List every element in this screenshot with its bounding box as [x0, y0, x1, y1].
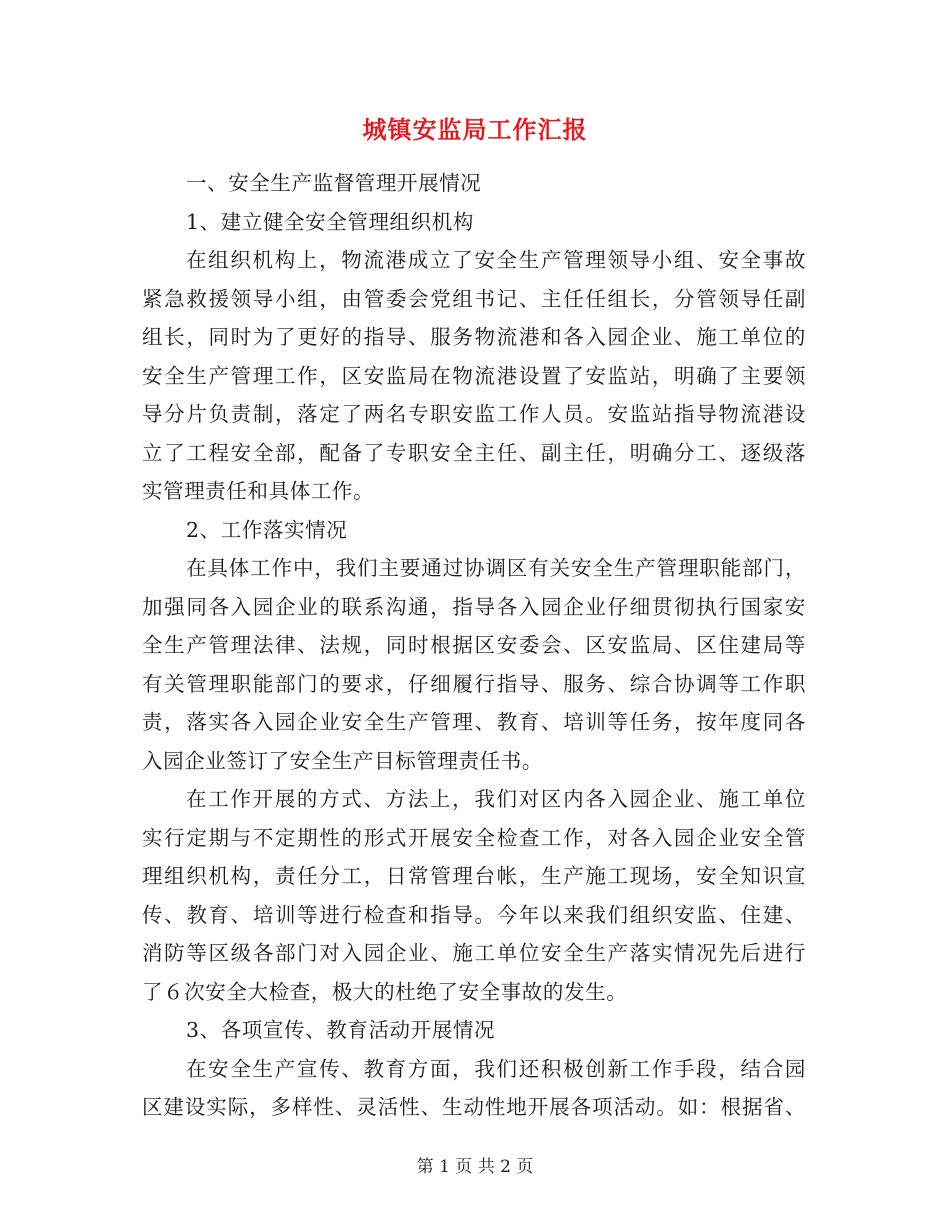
paragraph-line: 加强同各入园企业的联系沟通，指导各入园企业仔细贯彻执行国家安	[142, 594, 806, 619]
subsection-heading: 1、建立健全安全管理组织机构	[186, 209, 474, 234]
paragraph-line: 入园企业签订了安全生产目标管理责任书。	[142, 748, 543, 773]
paragraph-line: 理组织机构，责任分工，日常管理台帐，生产施工现场，安全知识宣	[142, 864, 806, 888]
paragraph-line: 传、教育、培训等进行检查和指导。今年以来我们组织安监、住建、	[142, 902, 806, 927]
page-footer: 第 1 页 共 2 页	[416, 1157, 534, 1177]
paragraph-line: 在安全生产宣传、教育方面，我们还积极创新工作手段，结合园	[186, 1056, 806, 1081]
paragraph-line: 有关管理职能部门的要求，仔细履行指导、服务、综合协调等工作职	[142, 671, 806, 696]
section-heading: 一、安全生产监督管理开展情况	[186, 171, 482, 195]
paragraph-line: 紧急救援领导小组，由管委会党组书记、主任任组长，分管领导任副	[142, 286, 806, 311]
paragraph-line: 导分片负责制，落定了两名专职安监工作人员。安监站指导物流港设	[142, 402, 806, 426]
paragraph-line: 在具体工作中，我们主要通过协调区有关安全生产管理职能部门，	[186, 556, 806, 580]
paragraph-line: 消防等区级各部门对入园企业、施工单位安全生产落实情况先后进行	[142, 941, 806, 965]
paragraph-line: 组长，同时为了更好的指导、服务物流港和各入园企业、施工单位的	[142, 325, 806, 349]
paragraph-line: 在工作开展的方式、方法上，我们对区内各入园企业、施工单位	[186, 787, 806, 811]
paragraph-line: 责，落实各入园企业安全生产管理、教育、培训等任务，按年度同各	[142, 710, 806, 734]
subsection-heading: 3、各项宣传、教育活动开展情况	[186, 1018, 496, 1042]
paragraph-line: 在组织机构上，物流港成立了安全生产管理领导小组、安全事故	[186, 248, 806, 272]
paragraph-line: 区建设实际，多样性、灵活性、生动性地开展各项活动。如：根据省、	[142, 1095, 806, 1119]
paragraph-line: 全生产管理法律、法规，同时根据区安委会、区安监局、区住建局等	[142, 633, 806, 657]
document-title: 城镇安监局工作汇报	[362, 115, 588, 144]
paragraph-line: 安全生产管理工作，区安监局在物流港设置了安监站，明确了主要领	[142, 363, 806, 388]
paragraph-line: 立了工程安全部，配备了专职安全主任、副主任，明确分工、逐级落	[142, 440, 806, 465]
paragraph-line: 了６次安全大检查，极大的杜绝了安全事故的发生。	[142, 979, 628, 1004]
subsection-heading: 2、工作落实情况	[186, 517, 348, 542]
paragraph-line: 实管理责任和具体工作。	[142, 479, 375, 503]
paragraph-line: 实行定期与不定期性的形式开展安全检查工作，对各入园企业安全管	[142, 825, 806, 850]
document-body	[142, 164, 806, 1127]
